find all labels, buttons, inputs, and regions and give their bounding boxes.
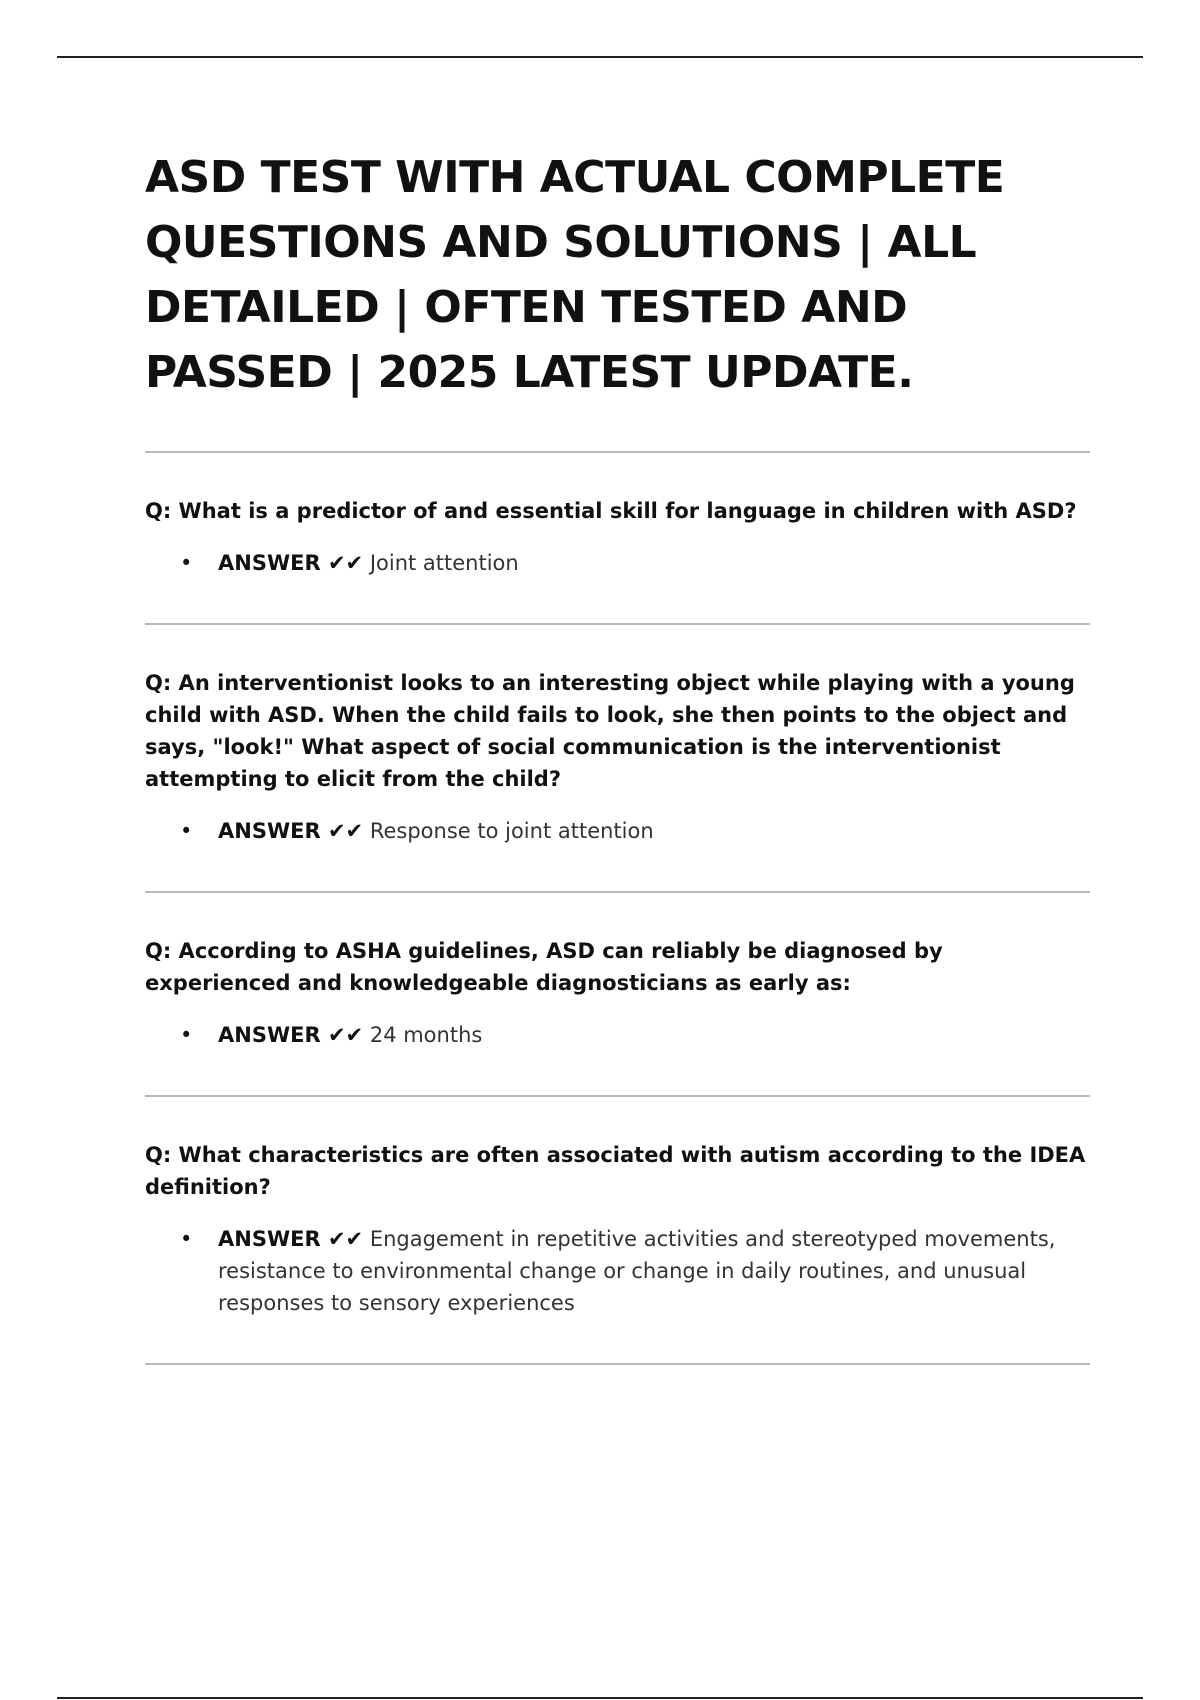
answer-item xyxy=(180,547,1090,579)
document-content xyxy=(145,145,1090,1365)
qa-list xyxy=(145,451,1090,1365)
qa-item-1 xyxy=(145,453,1090,623)
qa-item-2 xyxy=(145,625,1090,891)
answer-text: Joint attention xyxy=(369,551,519,575)
qa-item-4 xyxy=(145,1097,1090,1363)
answer-text: Response to joint attention xyxy=(369,819,654,843)
answer-list xyxy=(145,1019,1090,1051)
answer-list xyxy=(145,815,1090,847)
answer-list xyxy=(145,1223,1090,1319)
question-text: Q: According to ASHA guidelines, ASD can reliably be diagnosed by experienced and knowledgeable diagnosticians as early as: xyxy=(145,939,943,995)
answer-label: ANSWER ✔✔ xyxy=(218,1227,364,1251)
bullet-dot-icon: • xyxy=(180,551,193,575)
answer-label: ANSWER ✔✔ xyxy=(218,551,364,575)
question-text: Q: An interventionist looks to an interesting object while playing with a young child with ASD. When the child fails to look, she then points to the object and says, "look!" What aspect of social communication is the interventionist attempting to elicit from the child? xyxy=(145,671,1075,791)
answer-item xyxy=(180,815,1090,847)
answer-text: Engagement in repetitive activities and stereotyped movements, resistance to environmental change or change in daily routines, and unusual responses to sensory experiences xyxy=(218,1227,1056,1315)
question-text: Q: What characteristics are often associated with autism according to the IDEA definition? xyxy=(145,1143,1086,1199)
answer-label: ANSWER ✔✔ xyxy=(218,819,364,843)
section-divider xyxy=(145,1363,1090,1365)
bullet-dot-icon: • xyxy=(180,1227,193,1251)
qa-item-3 xyxy=(145,893,1090,1095)
bullet-dot-icon: • xyxy=(180,1023,193,1047)
answer-text: 24 months xyxy=(369,1023,483,1047)
page-top-rule xyxy=(57,56,1143,58)
bullet-dot-icon: • xyxy=(180,819,193,843)
question-text: Q: What is a predictor of and essential skill for language in children with ASD? xyxy=(145,499,1077,523)
page-bottom-rule xyxy=(57,1697,1143,1699)
answer-item xyxy=(180,1019,1090,1051)
answer-item xyxy=(180,1223,1090,1319)
answer-label: ANSWER ✔✔ xyxy=(218,1023,364,1047)
document-title: ASD TEST WITH ACTUAL COMPLETE QUESTIONS AND SOLUTIONS | ALL DETAILED | OFTEN TESTED AND PASSED | 2025 LATEST UPDATE. xyxy=(145,152,1005,398)
answer-list xyxy=(145,547,1090,579)
